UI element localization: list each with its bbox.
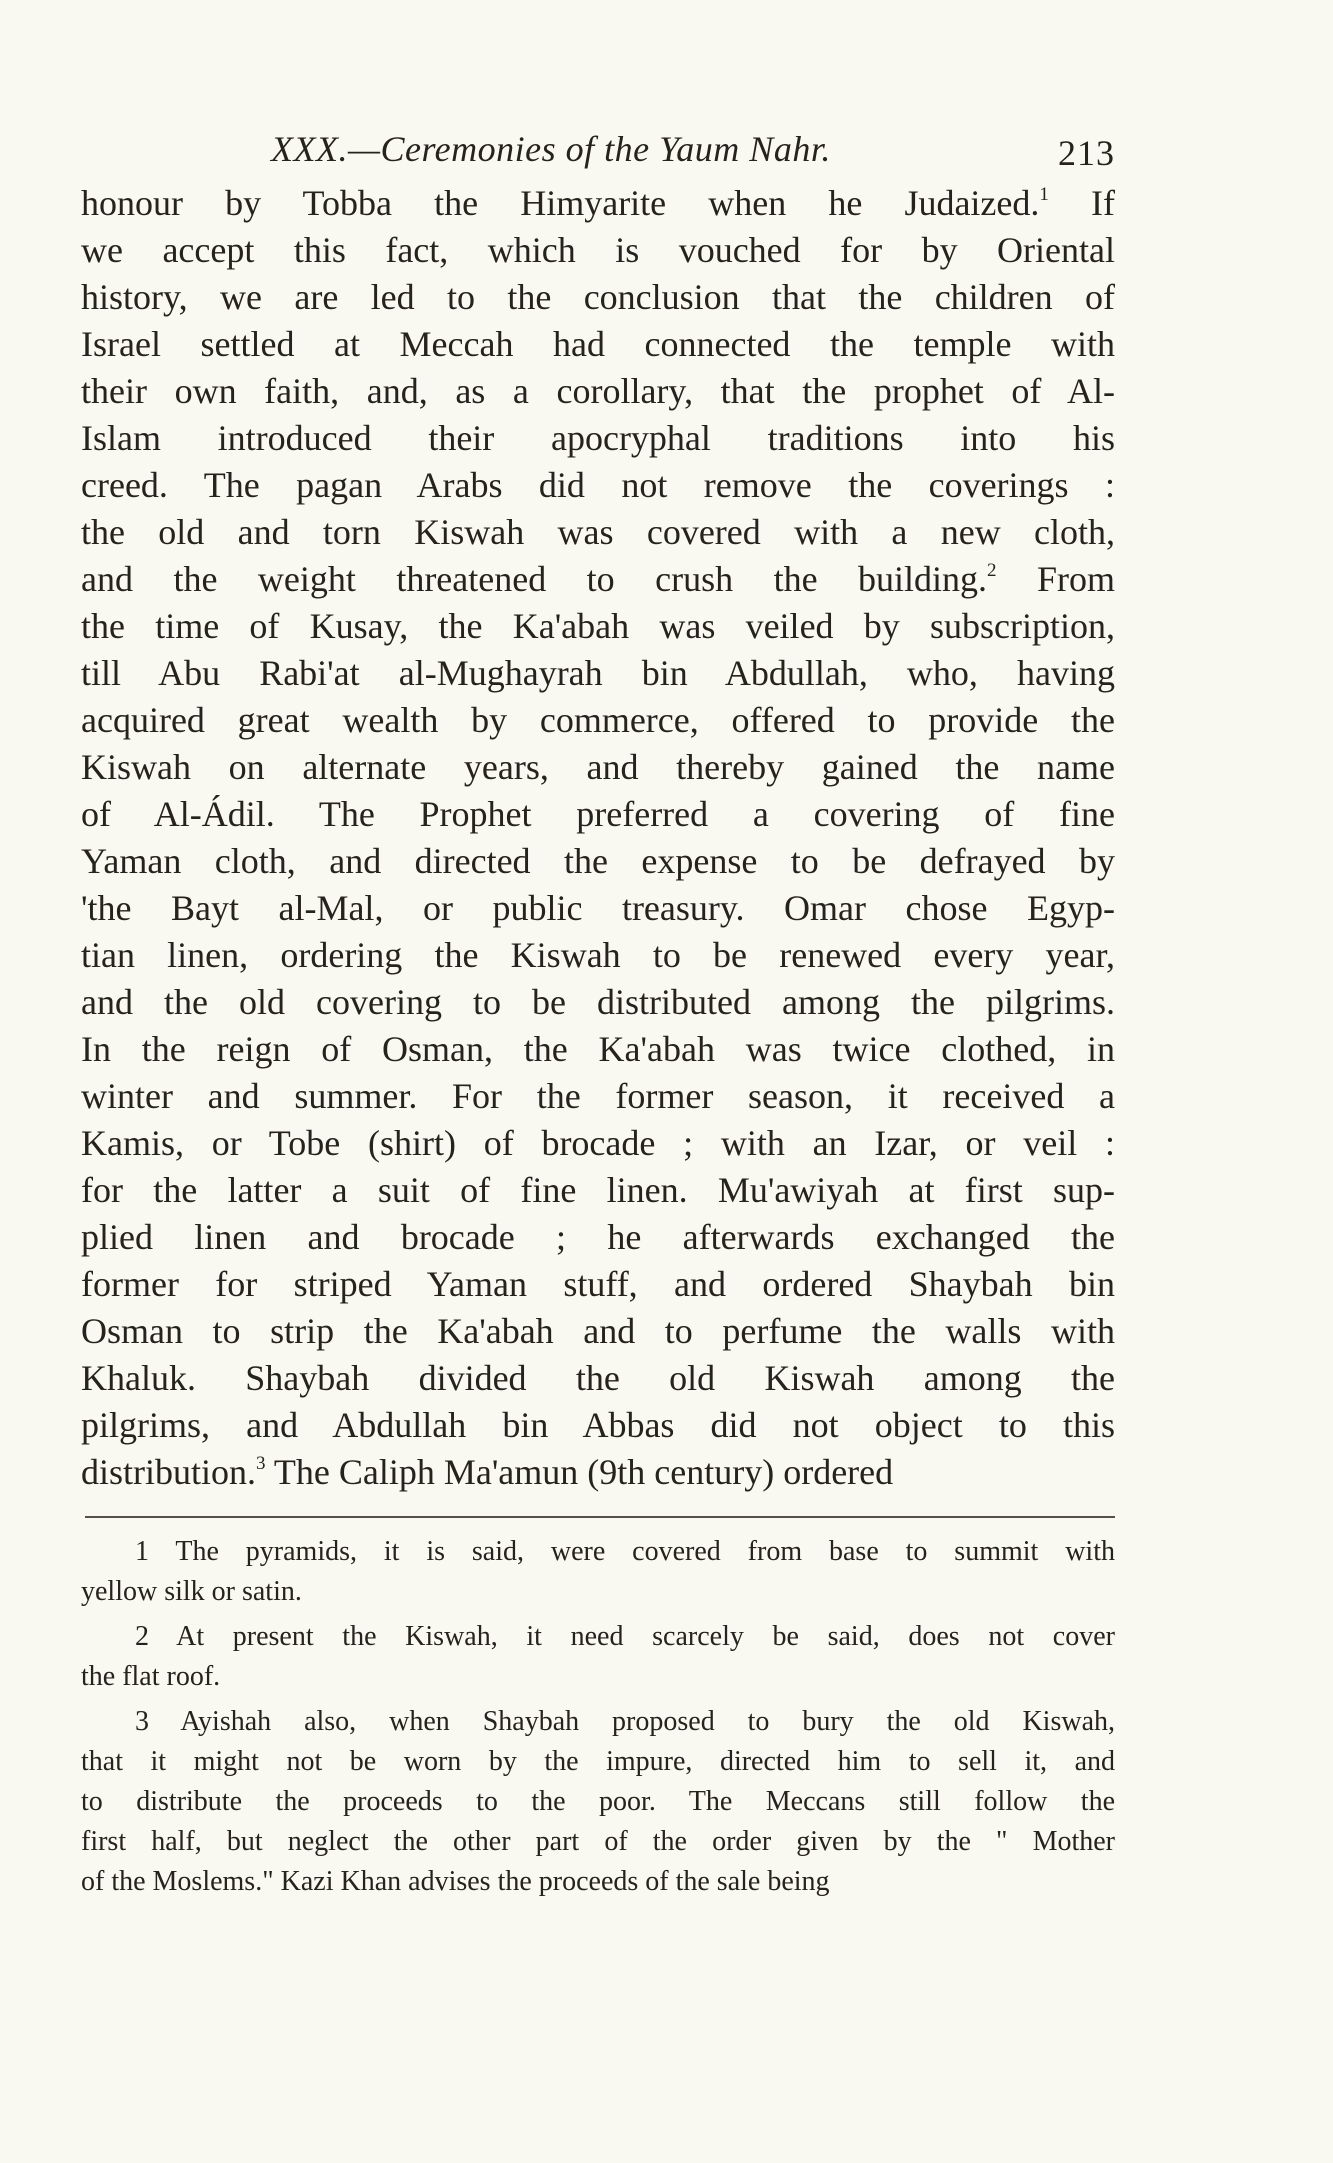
text-line — [81, 1261, 1115, 1308]
footnote-line: yellow silk or satin. — [81, 1576, 302, 1607]
running-head — [81, 120, 1115, 180]
line-text: till Abu Rabi'at al-Mughayrah bin Abdullah, who, having — [81, 653, 1115, 693]
text-line — [81, 368, 1115, 415]
line-text-after: If — [1048, 183, 1115, 223]
line-text: their own faith, and, as a corollary, that the prophet of Al- — [81, 371, 1115, 411]
line-text: Kiswah on alternate years, and thereby gained the name — [81, 747, 1115, 787]
line-text: we accept this fact, which is vouched for by Oriental — [81, 230, 1115, 270]
text-line — [81, 885, 1115, 932]
footnotes — [81, 1532, 1115, 1902]
text-line — [81, 650, 1115, 697]
line-text: winter and summer. For the former season, it received a — [81, 1076, 1115, 1116]
line-text-after: The Caliph Ma'amun (9th century) ordered — [265, 1452, 894, 1492]
text-line — [81, 1355, 1115, 1402]
text-line — [81, 227, 1115, 274]
text-line — [81, 462, 1115, 509]
line-text-after: From — [996, 559, 1116, 599]
line-text: history, we are led to the conclusion that the children of — [81, 277, 1115, 317]
footnote-rule — [85, 1516, 1115, 1518]
line-text: plied linen and brocade ; he afterwards exchanged the — [81, 1217, 1115, 1257]
text-line — [81, 744, 1115, 791]
line-text: of Al-Ádil. The Prophet preferred a covering of fine — [81, 794, 1115, 834]
footnote-marker: 2 — [987, 560, 997, 581]
footnote-line: first half, but neglect the other part of the order given by the " Mother — [81, 1826, 1115, 1857]
line-text: for the latter a suit of fine linen. Mu'awiyah at first sup- — [81, 1170, 1115, 1210]
text-line — [81, 1402, 1115, 1449]
text-line — [81, 1214, 1115, 1261]
line-text: the old and torn Kiswah was covered with a new cloth, — [81, 512, 1115, 552]
line-text: honour by Tobba the Himyarite when he Judaized. — [81, 183, 1040, 223]
footnote-line: of the Moslems." Kazi Khan advises the proceeds of the sale being — [81, 1866, 830, 1897]
line-text: Yaman cloth, and directed the expense to be defrayed by — [81, 841, 1115, 881]
text-line — [81, 932, 1115, 979]
text-line — [81, 1073, 1115, 1120]
footnote-line: 2 At present the Kiswah, it need scarcely be said, does not cover — [135, 1621, 1115, 1652]
line-text: Kamis, or Tobe (shirt) of brocade ; with an Izar, or veil : — [81, 1123, 1115, 1163]
page-number: 213 — [1058, 133, 1115, 173]
text-line — [81, 603, 1115, 650]
line-text: acquired great wealth by commerce, offered to provide the — [81, 700, 1115, 740]
footnote-line: 3 Ayishah also, when Shaybah proposed to bury the old Kiswah, — [135, 1706, 1115, 1737]
line-text: distribution. — [81, 1452, 257, 1492]
line-text: the time of Kusay, the Ka'abah was veiled by subscription, — [81, 606, 1115, 646]
text-line — [81, 556, 1115, 603]
line-text: tian linen, ordering the Kiswah to be renewed every year, — [81, 935, 1115, 975]
text-line — [81, 1449, 1115, 1496]
line-text: and the weight threatened to crush the building. — [81, 559, 988, 599]
footnote — [81, 1702, 1115, 1902]
text-line — [81, 509, 1115, 556]
footnote-line: the flat roof. — [81, 1661, 221, 1692]
line-text: creed. The pagan Arabs did not remove the coverings : — [81, 465, 1115, 505]
text-line — [81, 697, 1115, 744]
line-text: Osman to strip the Ka'abah and to perfume the walls with — [81, 1311, 1115, 1351]
line-text: 'the Bayt al-Mal, or public treasury. Omar chose Egyp- — [81, 888, 1115, 928]
text-line — [81, 321, 1115, 368]
footnote-marker: 3 — [256, 1453, 266, 1474]
footnote — [81, 1617, 1115, 1697]
line-text: pilgrims, and Abdullah bin Abbas did not object to this — [81, 1405, 1115, 1445]
footnote-line: that it might not be worn by the impure, directed him to sell it, and — [81, 1746, 1115, 1777]
text-line — [81, 180, 1115, 227]
running-title: XXX.—Ceremonies of the Yaum Nahr. — [271, 129, 831, 169]
footnote-line: to distribute the proceeds to the poor. The Meccans still follow the — [81, 1786, 1115, 1817]
text-line — [81, 415, 1115, 462]
line-text: Khaluk. Shaybah divided the old Kiswah among the — [81, 1358, 1115, 1398]
text-line — [81, 1167, 1115, 1214]
line-text: Israel settled at Meccah had connected the temple with — [81, 324, 1115, 364]
footnote — [81, 1532, 1115, 1612]
footnote-marker: 1 — [1039, 184, 1049, 205]
line-text: and the old covering to be distributed among the pilgrims. — [81, 982, 1115, 1022]
line-text: former for striped Yaman stuff, and ordered Shaybah bin — [81, 1264, 1115, 1304]
footnote-line: 1 The pyramids, it is said, were covered from base to summit with — [135, 1536, 1115, 1567]
body-text — [81, 180, 1115, 1496]
text-line — [81, 1308, 1115, 1355]
text-line — [81, 274, 1115, 321]
text-line — [81, 1120, 1115, 1167]
book-page — [81, 120, 1115, 1902]
line-text: In the reign of Osman, the Ka'abah was twice clothed, in — [81, 1029, 1115, 1069]
text-line — [81, 979, 1115, 1026]
text-line — [81, 1026, 1115, 1073]
text-line — [81, 791, 1115, 838]
text-line — [81, 838, 1115, 885]
line-text: Islam introduced their apocryphal traditions into his — [81, 418, 1115, 458]
